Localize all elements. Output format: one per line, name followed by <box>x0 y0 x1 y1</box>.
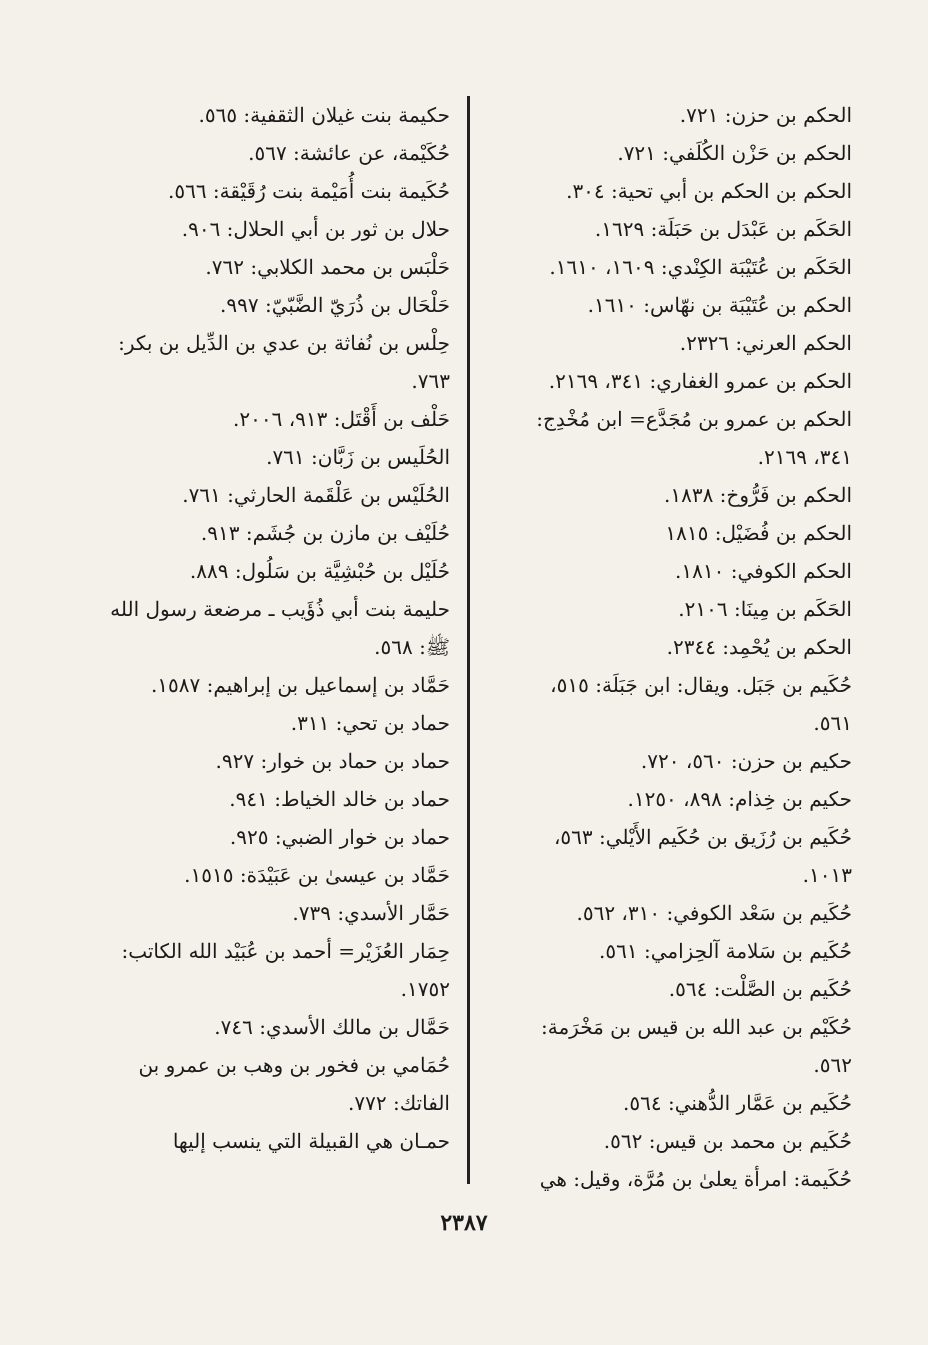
page-number: ٢٣٨٧ <box>440 1210 488 1236</box>
index-entry-line: حَلْحَال بن ذُرَيّ الضَّبّيّ: ٩٩٧. <box>220 293 450 317</box>
index-entry-line: الحكم الكوفي: ١٨١٠. <box>675 559 852 583</box>
index-entry-line: حكيم بن حزن: ٥٦٠، ٧٢٠. <box>640 749 852 773</box>
index-entry-line: الحكم بن فَرُّوخ: ١٨٣٨. <box>663 483 852 507</box>
index-entry-line: حكيمة بنت غيلان الثقفية: ٥٦٥. <box>198 103 450 127</box>
index-entry-line: الحكم بن عُتَيْبَة بن نهّاس: ١٦١٠. <box>587 293 852 317</box>
index-entry-line: الحَكَم بن عُتَيْبَة الكِنْدي: ١٦٠٩، ١٦١٠. <box>549 255 852 279</box>
index-entry-line: الحكم بن حزن: ٧٢١. <box>679 103 852 127</box>
index-entry-line: حَمَّار الأسدي: ٧٣٩. <box>292 901 450 925</box>
index-entry-line: ٥٦١. <box>813 711 852 735</box>
index-entry-line: حَلْف بن أَقْتَل: ٩١٣، ٢٠٠٦. <box>233 407 450 431</box>
index-entry-line: حُمَامي بن فخور بن وهب بن عمرو بن <box>138 1053 450 1077</box>
index-entry-line: حليمة بنت أبي ذُؤَيب ـ مرضعة رسول الله <box>110 597 450 621</box>
index-entry-line: الحُلَيْس بن عَلْقَمة الحارثي: ٧٦١. <box>182 483 450 507</box>
index-entry-line: حماد بن خالد الخياط: ٩٤١. <box>229 787 450 811</box>
index-entry-line: حُكَيْمة، عن عائشة: ٥٦٧. <box>248 141 450 165</box>
index-entry-line: حَمَّاد بن إسماعيل بن إبراهيم: ١٥٨٧. <box>150 673 450 697</box>
index-entry-line: حُكَيمة بنت أُمَيْمة بنت رُقَيْقة: ٥٦٦. <box>167 179 450 203</box>
index-entry-line: ١٧٥٢. <box>400 977 450 1001</box>
column-divider <box>467 96 470 1184</box>
index-entry-line: ١٠١٣. <box>802 863 852 887</box>
index-entry-line: حِمَار العُزَيْر= أحمد بن عُبَيْد الله الكاتب: <box>121 939 450 963</box>
index-entry-line: حُلَيْف بن مازن بن جُشَم: ٩١٣. <box>200 521 450 545</box>
index-entry-line: حُكَيم بن الصَّلْت: ٥٦٤. <box>668 977 852 1001</box>
index-entry-line: حَمَّال بن مالك الأسدي: ٧٤٦. <box>214 1015 450 1039</box>
index-column-right <box>474 96 852 1198</box>
index-entry-line: حُكَيم بن سَلامة آلحِزامي: ٥٦١. <box>599 939 852 963</box>
index-entry-line: حُكَيم بن رُزَيق بن حُكَيم الأَيْلي: ٥٦٣، <box>553 825 852 849</box>
index-entry-line: حَمَّاد بن عيسىٰ بن عَبَيْدَة: ١٥١٥. <box>184 863 450 887</box>
index-entry-line: حماد بن خوار الضبي: ٩٢٥. <box>229 825 450 849</box>
index-entry-line: حِلْس بن نُفاثة بن عدي بن الدِّيل بن بكر: <box>118 331 450 355</box>
index-entry-line: حلال بن ثور بن أبي الحلال: ٩٠٦. <box>181 217 450 241</box>
index-entry-line: حماد بن تحي: ٣١١. <box>290 711 450 735</box>
index-entry-line: حُكَيْم بن عبد الله بن قيس بن مَخْرَمة: <box>540 1015 852 1039</box>
index-entry-line: الحكم بن فُضَيْل: ١٨١٥ <box>665 521 852 545</box>
index-entry-line: الحكم بن حَزْن الكُلَفي: ٧٢١. <box>617 141 852 165</box>
index-entry-line: الحَكَم بن مِينَا: ٢١٠٦. <box>678 597 852 621</box>
index-entry-line: حُكَيمة: امرأة يعلىٰ بن مُرَّة، وقيل: هي <box>539 1167 852 1191</box>
index-entry-line: الحُلَيس بن زَبَّان: ٧٦١. <box>266 445 450 469</box>
index-entry-line: حُكَيم بن محمد بن قيس: ٥٦٢. <box>603 1129 852 1153</box>
index-entry-line: ٧٦٣. <box>411 369 450 393</box>
index-entry-line: حُكَيم بن عَمَّار الدُّهني: ٥٦٤. <box>623 1091 852 1115</box>
index-entry-line: الفاتك: ٧٧٢. <box>348 1091 450 1115</box>
index-entry-line: ﷺ: ٥٦٨. <box>374 635 450 659</box>
index-entry-line: الحكم بن عمرو بن مُجَدَّع= ابن مُخْدِج: <box>536 407 852 431</box>
index-entry-line: حمـان هي القبيلة التي ينسب إليها <box>172 1129 450 1153</box>
index-entry-line: الحكم بن عمرو الغفاري: ٣٤١، ٢١٦٩. <box>548 369 852 393</box>
index-entry-line: ٣٤١، ٢١٦٩. <box>757 445 852 469</box>
index-column-left <box>50 96 450 1160</box>
index-entry-line: الحَكَم بن عَبْدَل بن حَبَلَة: ١٦٢٩. <box>594 217 852 241</box>
index-entry-line: الحكم العرني: ٢٣٢٦. <box>679 331 852 355</box>
index-entry-line: الحكم بن يُحْمِد: ٢٣٤٤. <box>666 635 852 659</box>
index-entry-line: حُكَيم بن جَبَل. ويقال: ابن جَبَلَة: ٥١٥، <box>550 673 852 697</box>
index-entry-line: حُكَيم بن سَعْد الكوفي: ٣١٠، ٥٦٢. <box>576 901 852 925</box>
index-entry-line: حُلَيْل بن حُبْشِيَّة بن سَلُول: ٨٨٩. <box>189 559 450 583</box>
index-entry-line: حَلْبَس بن محمد الكلابي: ٧٦٢. <box>205 255 450 279</box>
index-entry-line: حماد بن حماد بن خوار: ٩٢٧. <box>215 749 450 773</box>
index-entry-line: حكيم بن خِذام: ٨٩٨، ١٢٥٠. <box>627 787 852 811</box>
index-entry-line: الحكم بن الحكم بن أبي تحية: ٣٠٤. <box>566 179 852 203</box>
index-entry-line: ٥٦٢. <box>813 1053 852 1077</box>
